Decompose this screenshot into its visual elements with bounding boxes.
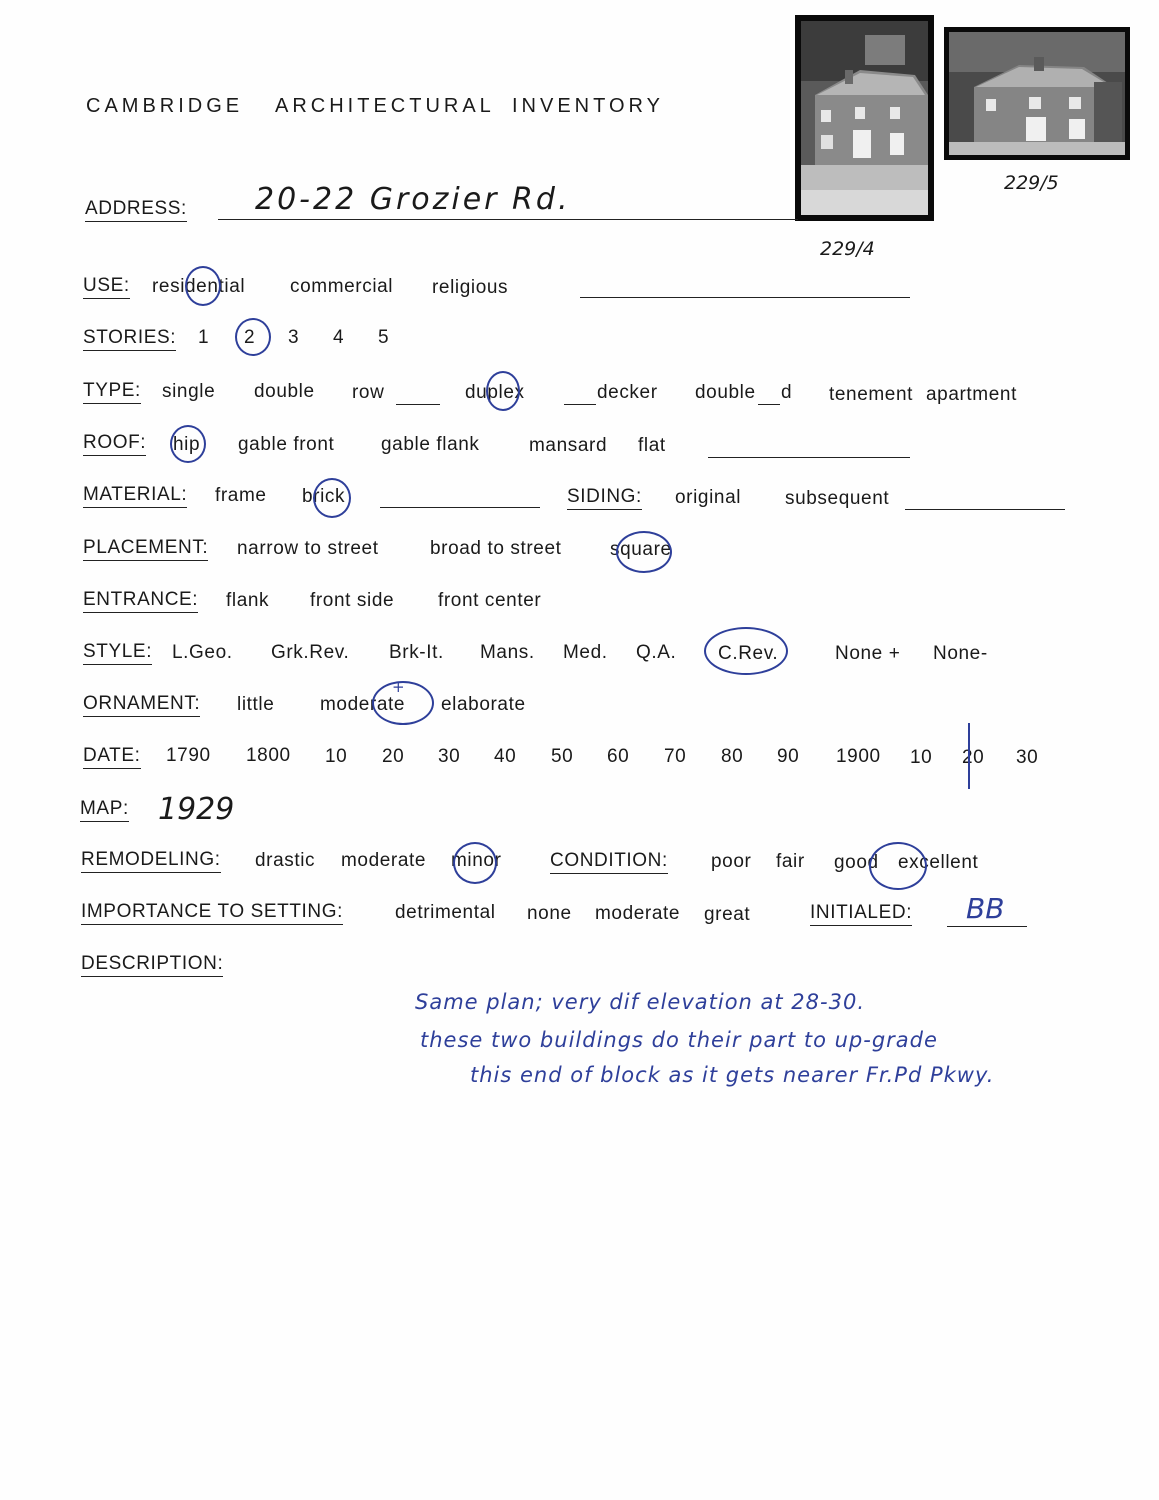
ornament-little: little bbox=[237, 694, 275, 715]
date-40: 40 bbox=[494, 746, 517, 767]
selection-circle-condition bbox=[869, 842, 927, 890]
condition-label: CONDITION: bbox=[550, 850, 668, 874]
style-mans: Mans. bbox=[480, 642, 535, 663]
remodeling-minor: minor bbox=[451, 850, 502, 871]
style-grkrev: Grk.Rev. bbox=[271, 642, 350, 663]
type-label: TYPE: bbox=[83, 380, 141, 404]
initialed-label: INITIALED: bbox=[810, 902, 912, 926]
style-crev: C.Rev. bbox=[718, 643, 779, 664]
material-other-line bbox=[380, 507, 540, 508]
roof-label: ROOF: bbox=[83, 432, 146, 456]
date-60: 60 bbox=[607, 746, 630, 767]
date-80: 80 bbox=[721, 746, 744, 767]
date-label: DATE: bbox=[83, 745, 141, 769]
selection-circle-type bbox=[486, 371, 520, 411]
siding-label: SIDING: bbox=[567, 486, 642, 510]
type-double: double bbox=[254, 381, 315, 402]
type-double-d: double bbox=[695, 382, 756, 403]
selection-circle-roof bbox=[170, 425, 206, 463]
date-1800: 1800 bbox=[246, 745, 291, 766]
date-1930: 30 bbox=[1016, 747, 1039, 768]
material-brick: brick bbox=[302, 486, 346, 507]
description-line-1: Same plan; very dif elevation at 28-30. bbox=[415, 990, 866, 1014]
importance-moderate: moderate bbox=[595, 903, 681, 924]
placement-broad: broad to street bbox=[430, 538, 562, 559]
description-line-2: these two buildings do their part to up-grade bbox=[420, 1028, 938, 1052]
importance-label: IMPORTANCE TO SETTING: bbox=[81, 901, 343, 925]
description-label: DESCRIPTION: bbox=[81, 953, 223, 977]
date-10: 10 bbox=[325, 746, 348, 767]
condition-poor: poor bbox=[711, 851, 752, 872]
selection-circle-remodeling bbox=[453, 842, 497, 884]
material-label: MATERIAL: bbox=[83, 484, 187, 508]
type-row-line bbox=[396, 404, 440, 405]
stories-4: 4 bbox=[333, 327, 345, 348]
use-commercial: commercial bbox=[290, 276, 394, 297]
photo-ref-left: 229/4 bbox=[820, 238, 875, 260]
roof-hip: hip bbox=[173, 434, 201, 455]
entrance-front-center: front center bbox=[438, 590, 542, 611]
map-label: MAP: bbox=[80, 798, 129, 822]
date-70: 70 bbox=[664, 746, 687, 767]
type-row: row bbox=[352, 382, 385, 403]
address-value: 20-22 Grozier Rd. bbox=[255, 182, 571, 217]
importance-great: great bbox=[704, 904, 751, 925]
use-residential: residential bbox=[152, 276, 246, 297]
date-1790: 1790 bbox=[166, 745, 211, 766]
address-label: ADDRESS: bbox=[85, 198, 187, 222]
siding-subsequent: subsequent bbox=[785, 488, 890, 509]
selection-circle-style bbox=[704, 627, 788, 675]
type-decker-line bbox=[564, 404, 596, 405]
siding-original: original bbox=[675, 487, 742, 508]
style-qa: Q.A. bbox=[636, 642, 677, 663]
material-frame: frame bbox=[215, 485, 267, 506]
stories-1: 1 bbox=[198, 327, 210, 348]
description-line-3: this end of block as it gets nearer Fr.Pd Pkwy. bbox=[470, 1063, 995, 1087]
ornament-elaborate: elaborate bbox=[441, 694, 526, 715]
entrance-front-side: front side bbox=[310, 590, 395, 611]
stories-label: STORIES: bbox=[83, 327, 176, 351]
importance-detrimental: detrimental bbox=[395, 902, 496, 923]
importance-none: none bbox=[527, 903, 572, 924]
selection-circle-use bbox=[185, 266, 221, 306]
siding-other-line bbox=[905, 509, 1065, 510]
condition-good: good bbox=[834, 852, 879, 873]
type-decker: decker bbox=[597, 382, 658, 403]
style-brkit: Brk-It. bbox=[389, 642, 444, 663]
placement-label: PLACEMENT: bbox=[83, 537, 208, 561]
type-d: d bbox=[781, 382, 793, 403]
ornament-label: ORNAMENT: bbox=[83, 693, 200, 717]
date-90: 90 bbox=[777, 746, 800, 767]
style-label: STYLE: bbox=[83, 641, 152, 665]
use-label: USE: bbox=[83, 275, 130, 299]
condition-excellent: excellent bbox=[898, 852, 979, 873]
roof-flat: flat bbox=[638, 435, 666, 456]
selection-circle-stories bbox=[235, 318, 271, 356]
date-marker-stroke bbox=[968, 723, 970, 789]
stories-2: 2 bbox=[244, 327, 256, 348]
form-title-2: ARCHITECTURAL bbox=[275, 95, 495, 117]
form-title-1: CAMBRIDGE bbox=[86, 95, 244, 117]
type-single: single bbox=[162, 381, 216, 402]
type-double-d-line bbox=[758, 404, 780, 405]
form-title-3: INVENTORY bbox=[512, 95, 664, 117]
entrance-label: ENTRANCE: bbox=[83, 589, 198, 613]
placement-square: square bbox=[610, 539, 672, 560]
roof-gable-flank: gable flank bbox=[381, 434, 480, 455]
photo-ref-right: 229/5 bbox=[1004, 172, 1059, 194]
type-apartment: apartment bbox=[926, 384, 1017, 405]
remodeling-drastic: drastic bbox=[255, 850, 316, 871]
initialed-line bbox=[947, 926, 1027, 927]
roof-mansard: mansard bbox=[529, 435, 608, 456]
type-tenement: tenement bbox=[829, 384, 914, 405]
roof-other-line bbox=[708, 457, 910, 458]
style-none-plus: None + bbox=[835, 643, 901, 664]
remodeling-label: REMODELING: bbox=[81, 849, 221, 873]
map-value: 1929 bbox=[158, 792, 235, 827]
use-other-line bbox=[580, 297, 910, 298]
style-none-minus: None- bbox=[933, 643, 988, 664]
date-1900: 1900 bbox=[836, 746, 881, 767]
use-religious: religious bbox=[432, 277, 509, 298]
ornament-plus-mark: + bbox=[392, 678, 405, 696]
selection-circle-material bbox=[313, 478, 351, 518]
entrance-flank: flank bbox=[226, 590, 270, 611]
initialed-value: BB bbox=[966, 892, 1005, 925]
building-photo-right bbox=[944, 27, 1130, 160]
date-30: 30 bbox=[438, 746, 461, 767]
stories-3: 3 bbox=[288, 327, 300, 348]
address-line bbox=[218, 219, 798, 220]
stories-5: 5 bbox=[378, 327, 390, 348]
date-1920: 20 bbox=[962, 747, 985, 768]
date-50: 50 bbox=[551, 746, 574, 767]
style-lgeo: L.Geo. bbox=[172, 642, 233, 663]
condition-fair: fair bbox=[776, 851, 805, 872]
placement-narrow: narrow to street bbox=[237, 538, 379, 559]
selection-circle-placement bbox=[616, 531, 672, 573]
style-med: Med. bbox=[563, 642, 608, 663]
date-1910: 10 bbox=[910, 747, 933, 768]
type-duplex: duplex bbox=[465, 382, 525, 403]
ornament-moderate: moderate bbox=[320, 694, 406, 715]
building-photo-left bbox=[795, 15, 934, 221]
roof-gable-front: gable front bbox=[238, 434, 335, 455]
remodeling-moderate: moderate bbox=[341, 850, 427, 871]
date-20: 20 bbox=[382, 746, 405, 767]
